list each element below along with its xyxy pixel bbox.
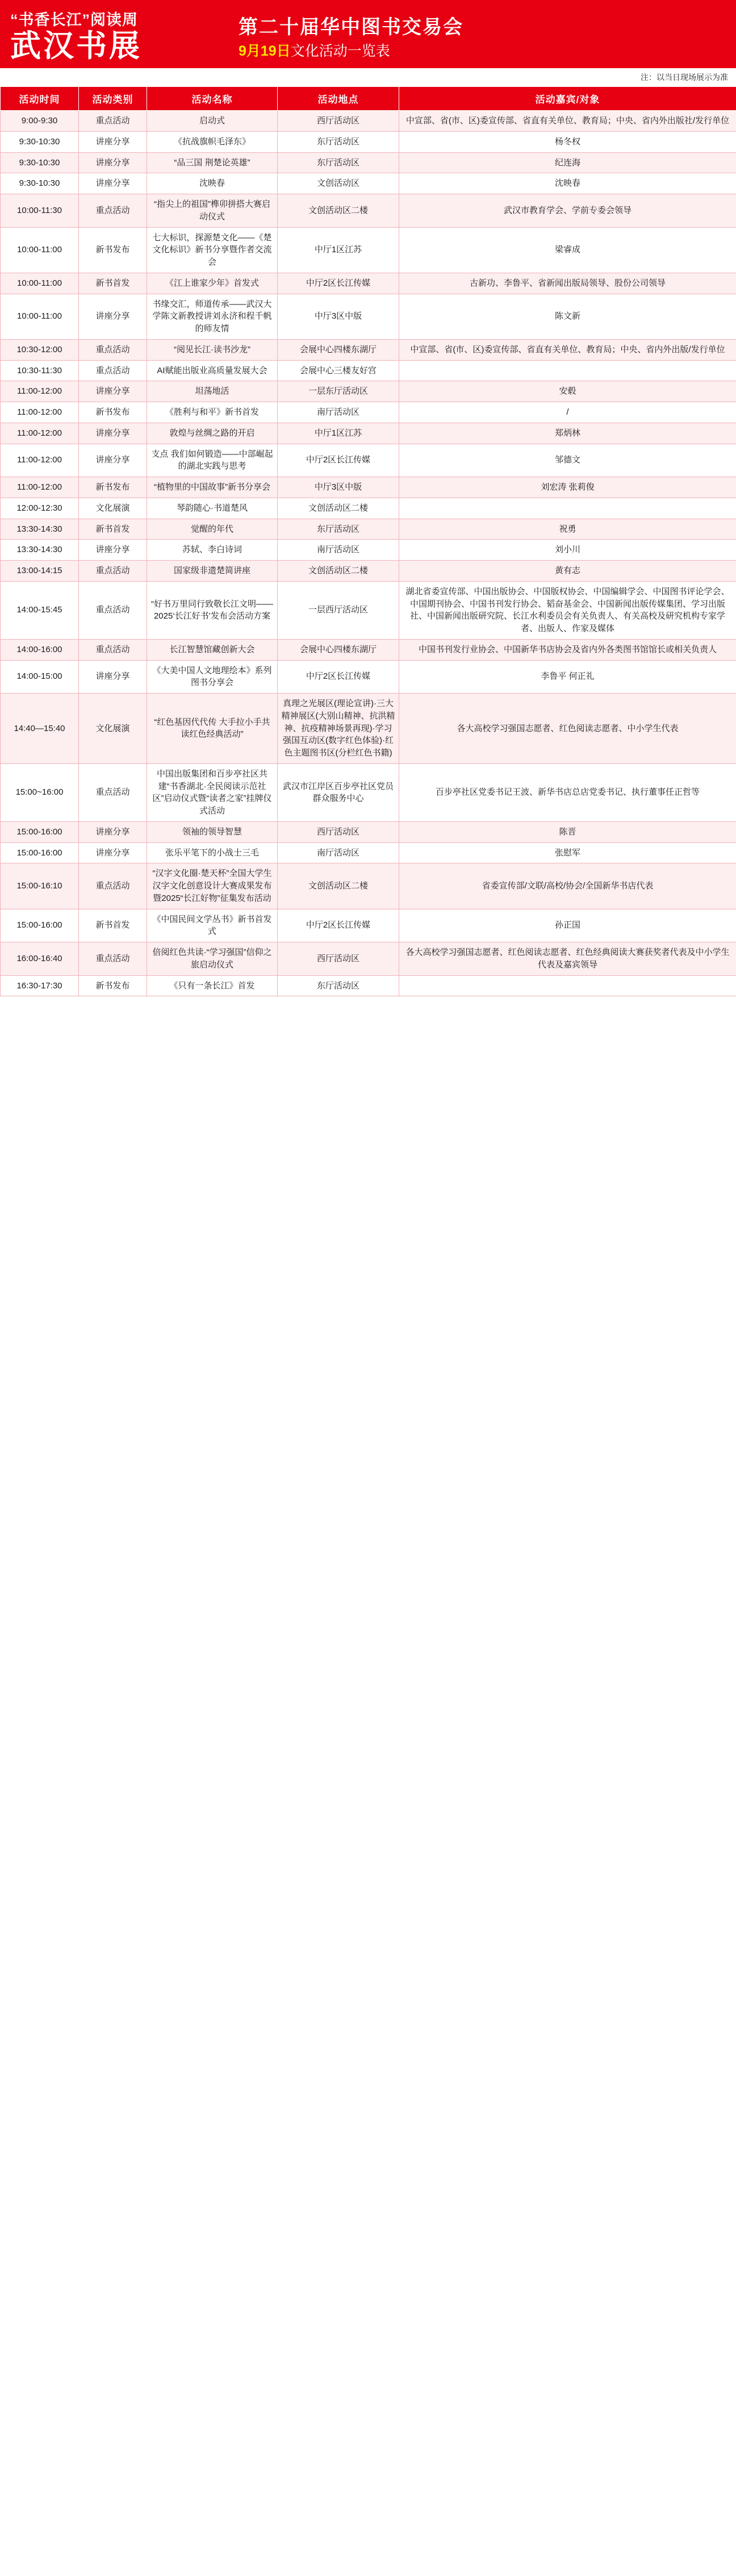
cell-guest: 陈文新 [399,294,736,339]
cell-time: 9:30-10:30 [1,152,79,173]
cell-time: 15:00-16:00 [1,909,79,942]
cell-category: 讲座分享 [79,423,147,444]
cell-guest: 邹德文 [399,444,736,477]
cell-guest: 湖北省委宣传部、中国出版协会、中国版权协会、中国编辑学会、中国图书评论学会、中国期刊协会、中国书刊发行协会、韬奋基金会、中国新闻出版传媒集团、学习出版社、中国新闻出版研究院、长江水利委员会有关负责人、有关高校及研究机构专家学者、出版人、作家及媒体 [399,581,736,639]
table-row [1,194,736,228]
event-date: 9月19日 [239,43,291,59]
cell-time: 14:00-15:00 [1,660,79,694]
cell-time: 15:00~16:00 [1,763,79,821]
cell-category: 讲座分享 [79,842,147,863]
cell-time: 10:30-11:30 [1,360,79,381]
cell-name: 敦煌与丝绸之路的开启 [147,423,278,444]
cell-category: 新书发布 [79,975,147,996]
cell-name: “植物里的中国故事”新书分享会 [147,477,278,498]
table-row [1,477,736,498]
cell-time: 16:30-17:30 [1,975,79,996]
cell-name: 七大标识，探源楚文化——《楚文化标识》新书分享暨作者交流会 [147,227,278,273]
cell-name: 倍阅红色共读·“学习强国”信仰之旅启动仪式 [147,942,278,976]
cell-category: 讲座分享 [79,152,147,173]
cell-guest: 中宣部、省(市、区)委宣传部、省直有关单位、教育局；中央、省内外出版/发行单位 [399,339,736,360]
cell-place: 中厅2区长江传媒 [278,909,399,942]
cell-name: AI赋能出版业高质量发展大会 [147,360,278,381]
cell-guest: 祝勇 [399,519,736,540]
cell-guest: 孙正国 [399,909,736,942]
cell-name: 《抗战旗帜毛泽东》 [147,131,278,152]
cell-guest: 李鲁平 何正礼 [399,660,736,694]
cell-time: 10:30-12:00 [1,339,79,360]
cell-category: 重点活动 [79,942,147,976]
cell-time: 13:30-14:30 [1,519,79,540]
cell-place: 文创活动区二楼 [278,194,399,228]
cell-place: 中厅3区中版 [278,294,399,339]
cell-place: 武汉市江岸区百步亭社区党员群众服务中心 [278,763,399,821]
cell-guest [399,498,736,519]
table-row [1,111,736,132]
table-row [1,173,736,194]
cell-category: 新书首发 [79,909,147,942]
cell-category: 新书发布 [79,477,147,498]
cell-place: 文创活动区二楼 [278,498,399,519]
cell-guest: 沈映春 [399,173,736,194]
cell-guest: 黄有志 [399,561,736,582]
cell-category: 重点活动 [79,360,147,381]
cell-guest: 张慰军 [399,842,736,863]
table-row [1,423,736,444]
cell-place: 真理之光展区(理论宣讲)·三大精神展区(大别山精神、抗洪精神、抗疫精神场景再现)·学习强国互动区(数字红色体验)·红色主题图书区(分栏红色书籍) [278,694,399,764]
cell-guest: 郑炳林 [399,423,736,444]
table-row [1,909,736,942]
cell-time: 13:00-14:15 [1,561,79,582]
cell-guest [399,975,736,996]
cell-category: 新书发布 [79,227,147,273]
table-row [1,294,736,339]
cell-guest: 纪连海 [399,152,736,173]
cell-name: 沈映春 [147,173,278,194]
table-row [1,519,736,540]
table-row [1,381,736,402]
cell-name: 领袖的领导智慧 [147,821,278,842]
table-row [1,975,736,996]
cell-guest: / [399,402,736,423]
cell-place: 南厅活动区 [278,842,399,863]
cell-name: “好书万里同行致敬长江文明——2025‘长江好书’发布会活动方案 [147,581,278,639]
page-title: 第二十届华中图书交易会 [239,16,463,38]
cell-place: 会展中心四楼东湖厅 [278,639,399,660]
cell-time: 13:30-14:30 [1,540,79,561]
cell-time: 10:00-11:30 [1,194,79,228]
cell-place: 中厅2区长江传媒 [278,444,399,477]
cell-place: 东厅活动区 [278,152,399,173]
cell-time: 12:00-12:30 [1,498,79,519]
cell-category: 新书首发 [79,519,147,540]
cell-place: 西厅活动区 [278,111,399,132]
column-header-guest: 活动嘉宾/对象 [399,87,736,111]
cell-name: 书缘交汇，师道传承——武汉大学陈文新教授讲刘永济和程千帆的师友情 [147,294,278,339]
column-header-category: 活动类别 [79,87,147,111]
cell-category: 重点活动 [79,581,147,639]
cell-guest: 各大高校学习强国志愿者、红色阅读志愿者、中小学生代表 [399,694,736,764]
cell-time: 15:00-16:00 [1,842,79,863]
schedule-table [0,86,736,996]
cell-category: 重点活动 [79,763,147,821]
cell-time: 15:00-16:10 [1,863,79,909]
cell-name: 支点 我们如何锻造——中部崛起的湖北实践与思考 [147,444,278,477]
cell-category: 讲座分享 [79,294,147,339]
table-row [1,498,736,519]
cell-name: “红色基因代代传 大手拉小手共读红色经典活动” [147,694,278,764]
table-row [1,227,736,273]
cell-category: 讲座分享 [79,540,147,561]
cell-category: 新书发布 [79,402,147,423]
cell-time: 11:00-12:00 [1,423,79,444]
cell-place: 东厅活动区 [278,975,399,996]
cell-guest: 中宣部、省(市、区)委宣传部、省直有关单位、教育局；中央、省内外出版社/发行单位 [399,111,736,132]
cell-guest: 刘小川 [399,540,736,561]
cell-guest: 杨冬权 [399,131,736,152]
table-row [1,639,736,660]
cell-name: 苏轼、李白诗词 [147,540,278,561]
table-row [1,273,736,294]
cell-place: 一层东厅活动区 [278,381,399,402]
cell-place: 中厅2区长江传媒 [278,660,399,694]
cell-guest: 百步亭社区党委书记王波、新华书店总店党委书记、执行董事任正哲等 [399,763,736,821]
cell-place: 文创活动区 [278,173,399,194]
cell-time: 11:00-12:00 [1,477,79,498]
table-row [1,561,736,582]
page-header [0,0,736,68]
cell-guest: 古新功、李鲁平、省新闻出版局领导、股份公司领导 [399,273,736,294]
cell-time: 11:00-12:00 [1,444,79,477]
cell-name: 启动式 [147,111,278,132]
table-row [1,152,736,173]
cell-category: 讲座分享 [79,821,147,842]
cell-category: 文化展演 [79,694,147,764]
page-subtitle [239,43,725,60]
cell-place: 会展中心四楼东湖厅 [278,339,399,360]
cell-name: 长江智慧馆藏创新大会 [147,639,278,660]
cell-time: 10:00-11:00 [1,294,79,339]
cell-guest: 刘宏涛 张莉俊 [399,477,736,498]
cell-time: 11:00-12:00 [1,381,79,402]
cell-name: 国家级非遗楚简讲座 [147,561,278,582]
cell-place: 中厅2区长江传媒 [278,273,399,294]
cell-guest: 梁睿成 [399,227,736,273]
table-row [1,444,736,477]
cell-time: 9:30-10:30 [1,173,79,194]
table-row [1,694,736,764]
cell-name: 中国出版集团和百步亭社区共建“书香湖北·全民阅读示范社区”启动仪式暨“读者之家”挂牌仪式活动 [147,763,278,821]
cell-name: “指尖上的祖国”榫卯拼搭大赛启动仪式 [147,194,278,228]
cell-guest [399,360,736,381]
cell-time: 9:30-10:30 [1,131,79,152]
cell-name: “阅见长江·读书沙龙” [147,339,278,360]
cell-category: 重点活动 [79,339,147,360]
cell-guest: 安毂 [399,381,736,402]
cell-category: 重点活动 [79,863,147,909]
table-row [1,540,736,561]
cell-guest: 中国书刊发行业协会、中国新华书店协会及省内外各类图书馆馆长或相关负责人 [399,639,736,660]
brand-title: 武汉书展 [10,29,142,64]
table-row [1,763,736,821]
cell-category: 讲座分享 [79,381,147,402]
cell-time: 10:00-11:00 [1,227,79,273]
cell-place: 文创活动区二楼 [278,561,399,582]
cell-place: 西厅活动区 [278,942,399,976]
brand-subtitle: “书香长江”阅读周 [10,11,138,29]
table-row [1,360,736,381]
cell-name: 《胜利与和平》新书首发 [147,402,278,423]
table-row [1,942,736,976]
cell-place: 中厅3区中版 [278,477,399,498]
header-title-block [233,0,736,68]
table-row [1,660,736,694]
cell-guest: 各大高校学习强国志愿者、红色阅读志愿者、红色经典阅读大赛获奖者代表及中小学生代表及嘉宾领导 [399,942,736,976]
table-row [1,339,736,360]
cell-place: 东厅活动区 [278,519,399,540]
cell-name: “汉字文化圈·楚天杯”全国大学生汉字文化创意设计大赛成果发布暨2025“长江好物”征集发布活动 [147,863,278,909]
cell-time: 9:00-9:30 [1,111,79,132]
cell-guest: 陈晋 [399,821,736,842]
cell-time: 15:00-16:00 [1,821,79,842]
cell-place: 会展中心三楼友好宫 [278,360,399,381]
cell-time: 14:00-15:45 [1,581,79,639]
table-body [1,111,736,996]
cell-category: 讲座分享 [79,173,147,194]
cell-time: 14:40—15:40 [1,694,79,764]
cell-name: 琴韵随心·书道楚风 [147,498,278,519]
header-brand [0,0,233,68]
cell-name: 张乐平笔下的小战士三毛 [147,842,278,863]
cell-name: 《中国民间文学丛书》新书首发式 [147,909,278,942]
cell-category: 重点活动 [79,639,147,660]
cell-guest: 省委宣传部/文联/高校/协会/全国新华书店代表 [399,863,736,909]
table-row [1,821,736,842]
cell-place: 西厅活动区 [278,821,399,842]
column-header-time: 活动时间 [1,87,79,111]
cell-time: 14:00-16:00 [1,639,79,660]
cell-category: 重点活动 [79,194,147,228]
cell-name: 觉醒的年代 [147,519,278,540]
cell-place: 东厅活动区 [278,131,399,152]
notice-text: 注：以当日现场展示为准 [0,68,736,86]
schedule-page [0,0,736,996]
cell-time: 16:00-16:40 [1,942,79,976]
cell-name: 《江上谁家少年》首发式 [147,273,278,294]
cell-category: 重点活动 [79,111,147,132]
cell-category: 讲座分享 [79,444,147,477]
cell-place: 文创活动区二楼 [278,863,399,909]
cell-category: 重点活动 [79,561,147,582]
cell-guest: 武汉市教育学会、学前专委会领导 [399,194,736,228]
table-row [1,402,736,423]
cell-time: 11:00-12:00 [1,402,79,423]
cell-place: 中厅1区江苏 [278,227,399,273]
cell-time: 10:00-11:00 [1,273,79,294]
cell-place: 中厅1区江苏 [278,423,399,444]
cell-name: “品三国 荆楚论英雄” [147,152,278,173]
cell-category: 讲座分享 [79,660,147,694]
cell-place: 南厅活动区 [278,402,399,423]
cell-place: 一层西厅活动区 [278,581,399,639]
cell-name: 《大美中国人文地理绘本》系列图书分享会 [147,660,278,694]
table-row [1,842,736,863]
event-subtitle-rest: 文化活动一览表 [290,43,390,59]
cell-name: 坦荡地活 [147,381,278,402]
table-header-row [1,87,736,111]
column-header-place: 活动地点 [278,87,399,111]
cell-place: 南厅活动区 [278,540,399,561]
table-row [1,863,736,909]
table-row [1,581,736,639]
cell-category: 讲座分享 [79,131,147,152]
cell-category: 新书首发 [79,273,147,294]
cell-name: 《只有一条长江》首发 [147,975,278,996]
cell-category: 文化展演 [79,498,147,519]
table-row [1,131,736,152]
column-header-name: 活动名称 [147,87,278,111]
